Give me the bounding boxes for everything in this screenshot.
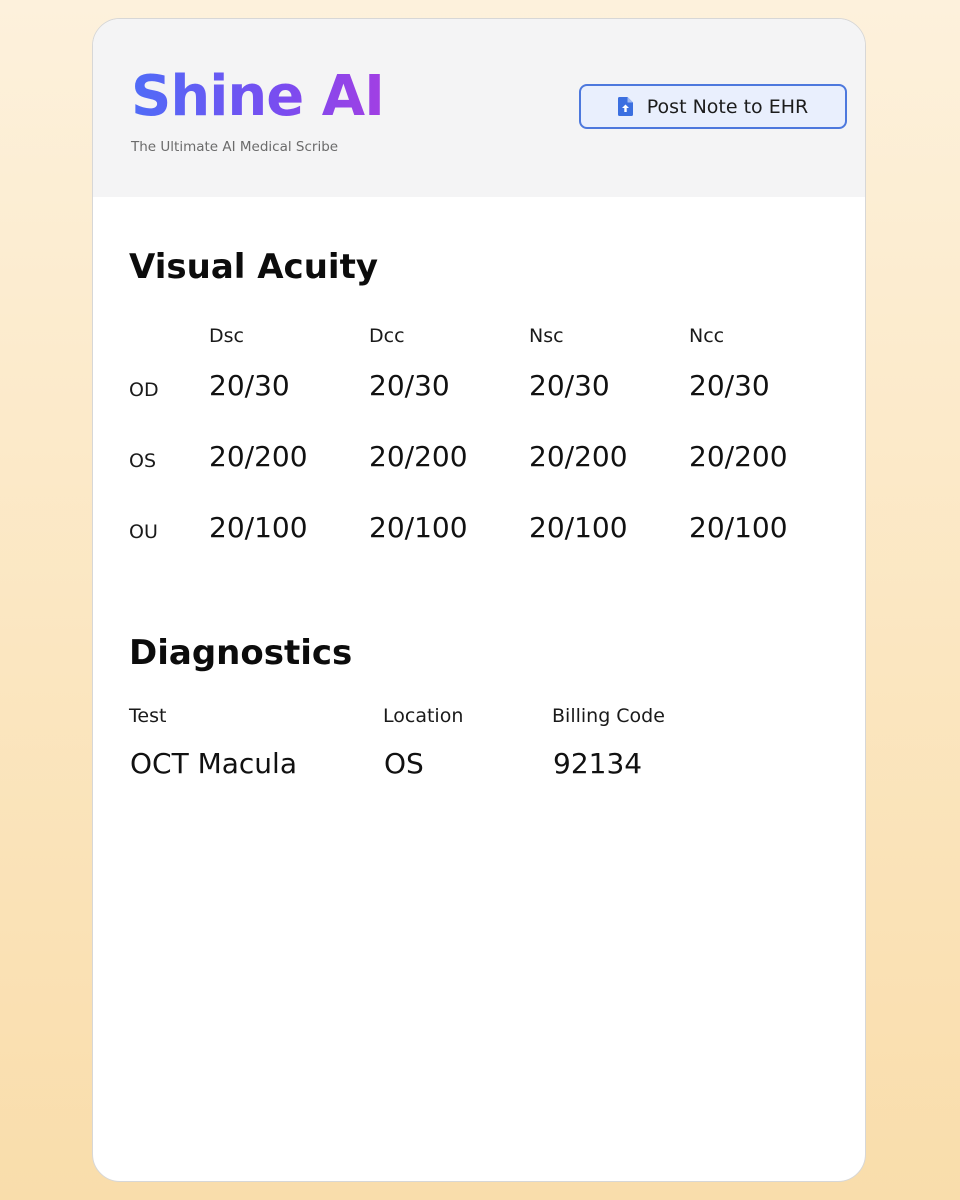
header xyxy=(93,19,865,197)
va-cell: 20/30 xyxy=(369,369,450,402)
diagnostic-billing-code: 92134 xyxy=(553,747,643,780)
column-header-billing-code: Billing Code xyxy=(552,705,665,727)
va-cell: 20/100 xyxy=(209,511,308,544)
va-cell: 20/30 xyxy=(689,369,770,402)
post-note-label: Post Note to EHR xyxy=(646,95,809,118)
row-label-ou: OU xyxy=(129,521,158,543)
column-header-location: Location xyxy=(383,705,464,727)
brand xyxy=(131,65,384,155)
va-cell: 20/30 xyxy=(529,369,610,402)
column-header-dsc: Dsc xyxy=(209,325,244,347)
diagnostics-title: Diagnostics xyxy=(129,633,353,673)
va-cell: 20/100 xyxy=(529,511,628,544)
diagnostic-location: OS xyxy=(384,747,424,780)
row-label-od: OD xyxy=(129,379,159,401)
column-header-dcc: Dcc xyxy=(369,325,405,347)
post-note-to-ehr-button[interactable] xyxy=(579,84,847,129)
va-cell: 20/100 xyxy=(369,511,468,544)
va-cell: 20/200 xyxy=(209,440,308,473)
column-header-nsc: Nsc xyxy=(529,325,564,347)
upload-file-icon xyxy=(618,97,633,116)
column-header-test: Test xyxy=(129,705,167,727)
column-header-ncc: Ncc xyxy=(689,325,725,347)
va-cell: 20/30 xyxy=(209,369,290,402)
app-tagline: The Ultimate AI Medical Scribe xyxy=(131,139,339,155)
va-cell: 20/200 xyxy=(369,440,468,473)
va-cell: 20/100 xyxy=(689,511,788,544)
app-logo: Shine AI xyxy=(131,64,384,129)
row-label-os: OS xyxy=(129,450,157,472)
note-card xyxy=(92,18,866,1182)
diagnostic-test: OCT Macula xyxy=(130,747,297,780)
va-cell: 20/200 xyxy=(689,440,788,473)
visual-acuity-title: Visual Acuity xyxy=(129,247,378,287)
va-cell: 20/200 xyxy=(529,440,628,473)
